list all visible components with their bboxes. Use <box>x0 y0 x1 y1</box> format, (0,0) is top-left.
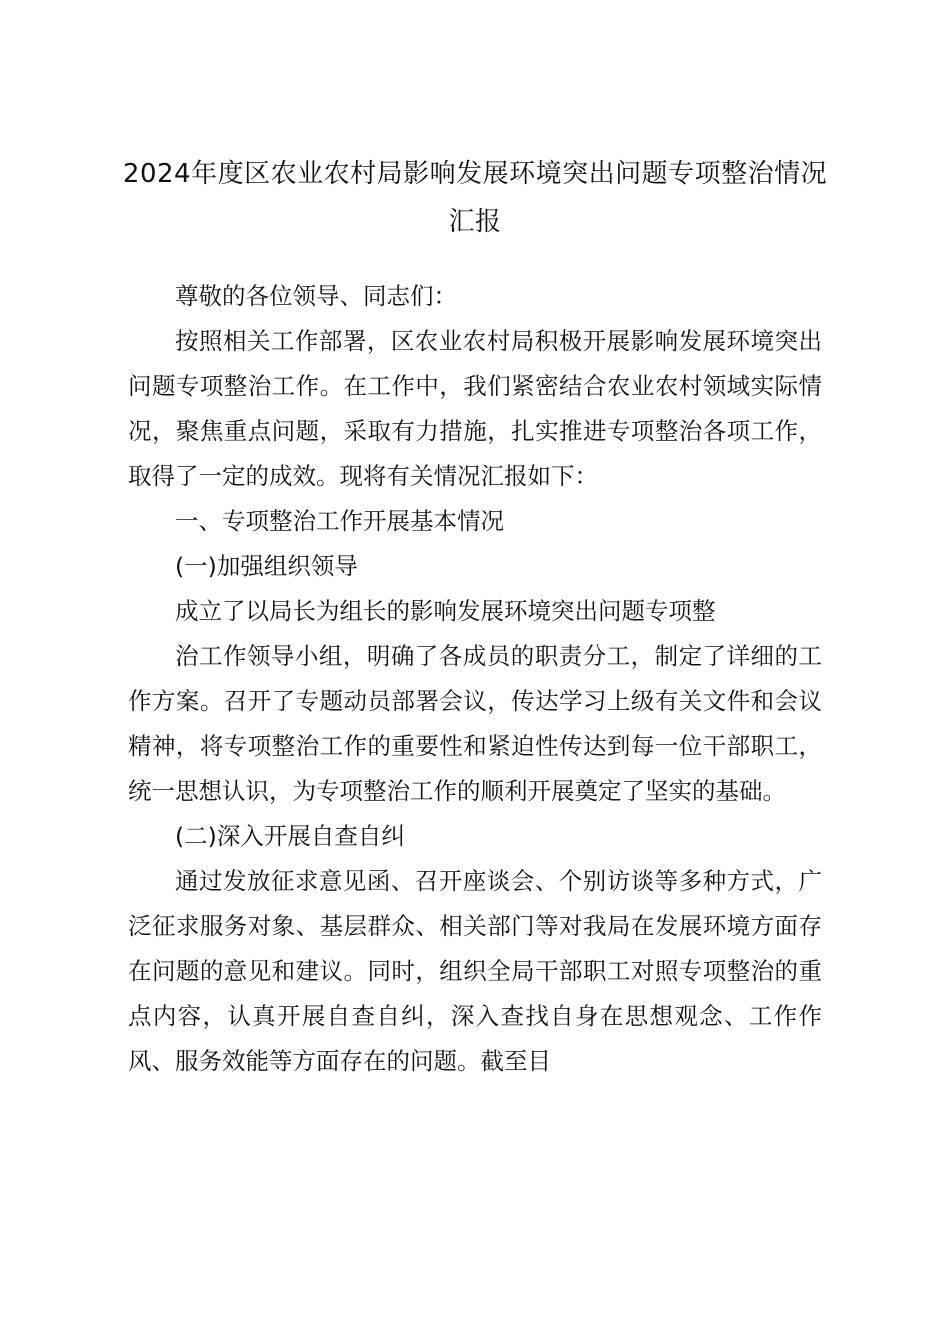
subsection-1-paragraph-b: 治工作领导小组，明确了各成员的职责分工，制定了详细的工作方案。召开了专题动员部署会议，传达学习上级有关文件和会议精神，将专项整治工作的重要性和紧迫性传达到每一位干部职工，统一思想认识，为专项整治工作的顺利开展奠定了坚实的基础。 <box>128 642 822 805</box>
salutation: 尊敬的各位领导、同志们： <box>175 282 457 310</box>
document-title: 2024年度区农业农村局影响发展环境突出问题专项整治情况汇报 <box>122 159 828 237</box>
section-heading-1: 一、专项整治工作开展基本情况 <box>175 507 504 535</box>
subsection-1-paragraph-a: 成立了以局长为组长的影响发展环境突出问题专项整 <box>175 597 716 625</box>
subsection-2-paragraph: 通过发放征求意见函、召开座谈会、个别访谈等多种方式，广泛征求服务对象、基层群众、相关部门等对我局在发展环境方面存在问题的意见和建议。同时，组织全局干部职工对照专项整治的重点内容，认真开展自查自纠，深入查找自身在思想观念、工作作风、服务效能等方面存在的问题。截至目 <box>128 867 822 1075</box>
subsection-heading-2: (二)深入开展自查自纠 <box>175 822 405 850</box>
document-body <box>128 274 822 1084</box>
intro-paragraph: 按照相关工作部署，区农业农村局积极开展影响发展环境突出问题专项整治工作。在工作中，我们紧密结合农业农村领域实际情况，聚焦重点问题，采取有力措施，扎实推进专项整治各项工作，取得了一定的成效。现将有关情况汇报如下： <box>128 327 822 490</box>
subsection-heading-1: (一)加强组织领导 <box>175 552 358 580</box>
